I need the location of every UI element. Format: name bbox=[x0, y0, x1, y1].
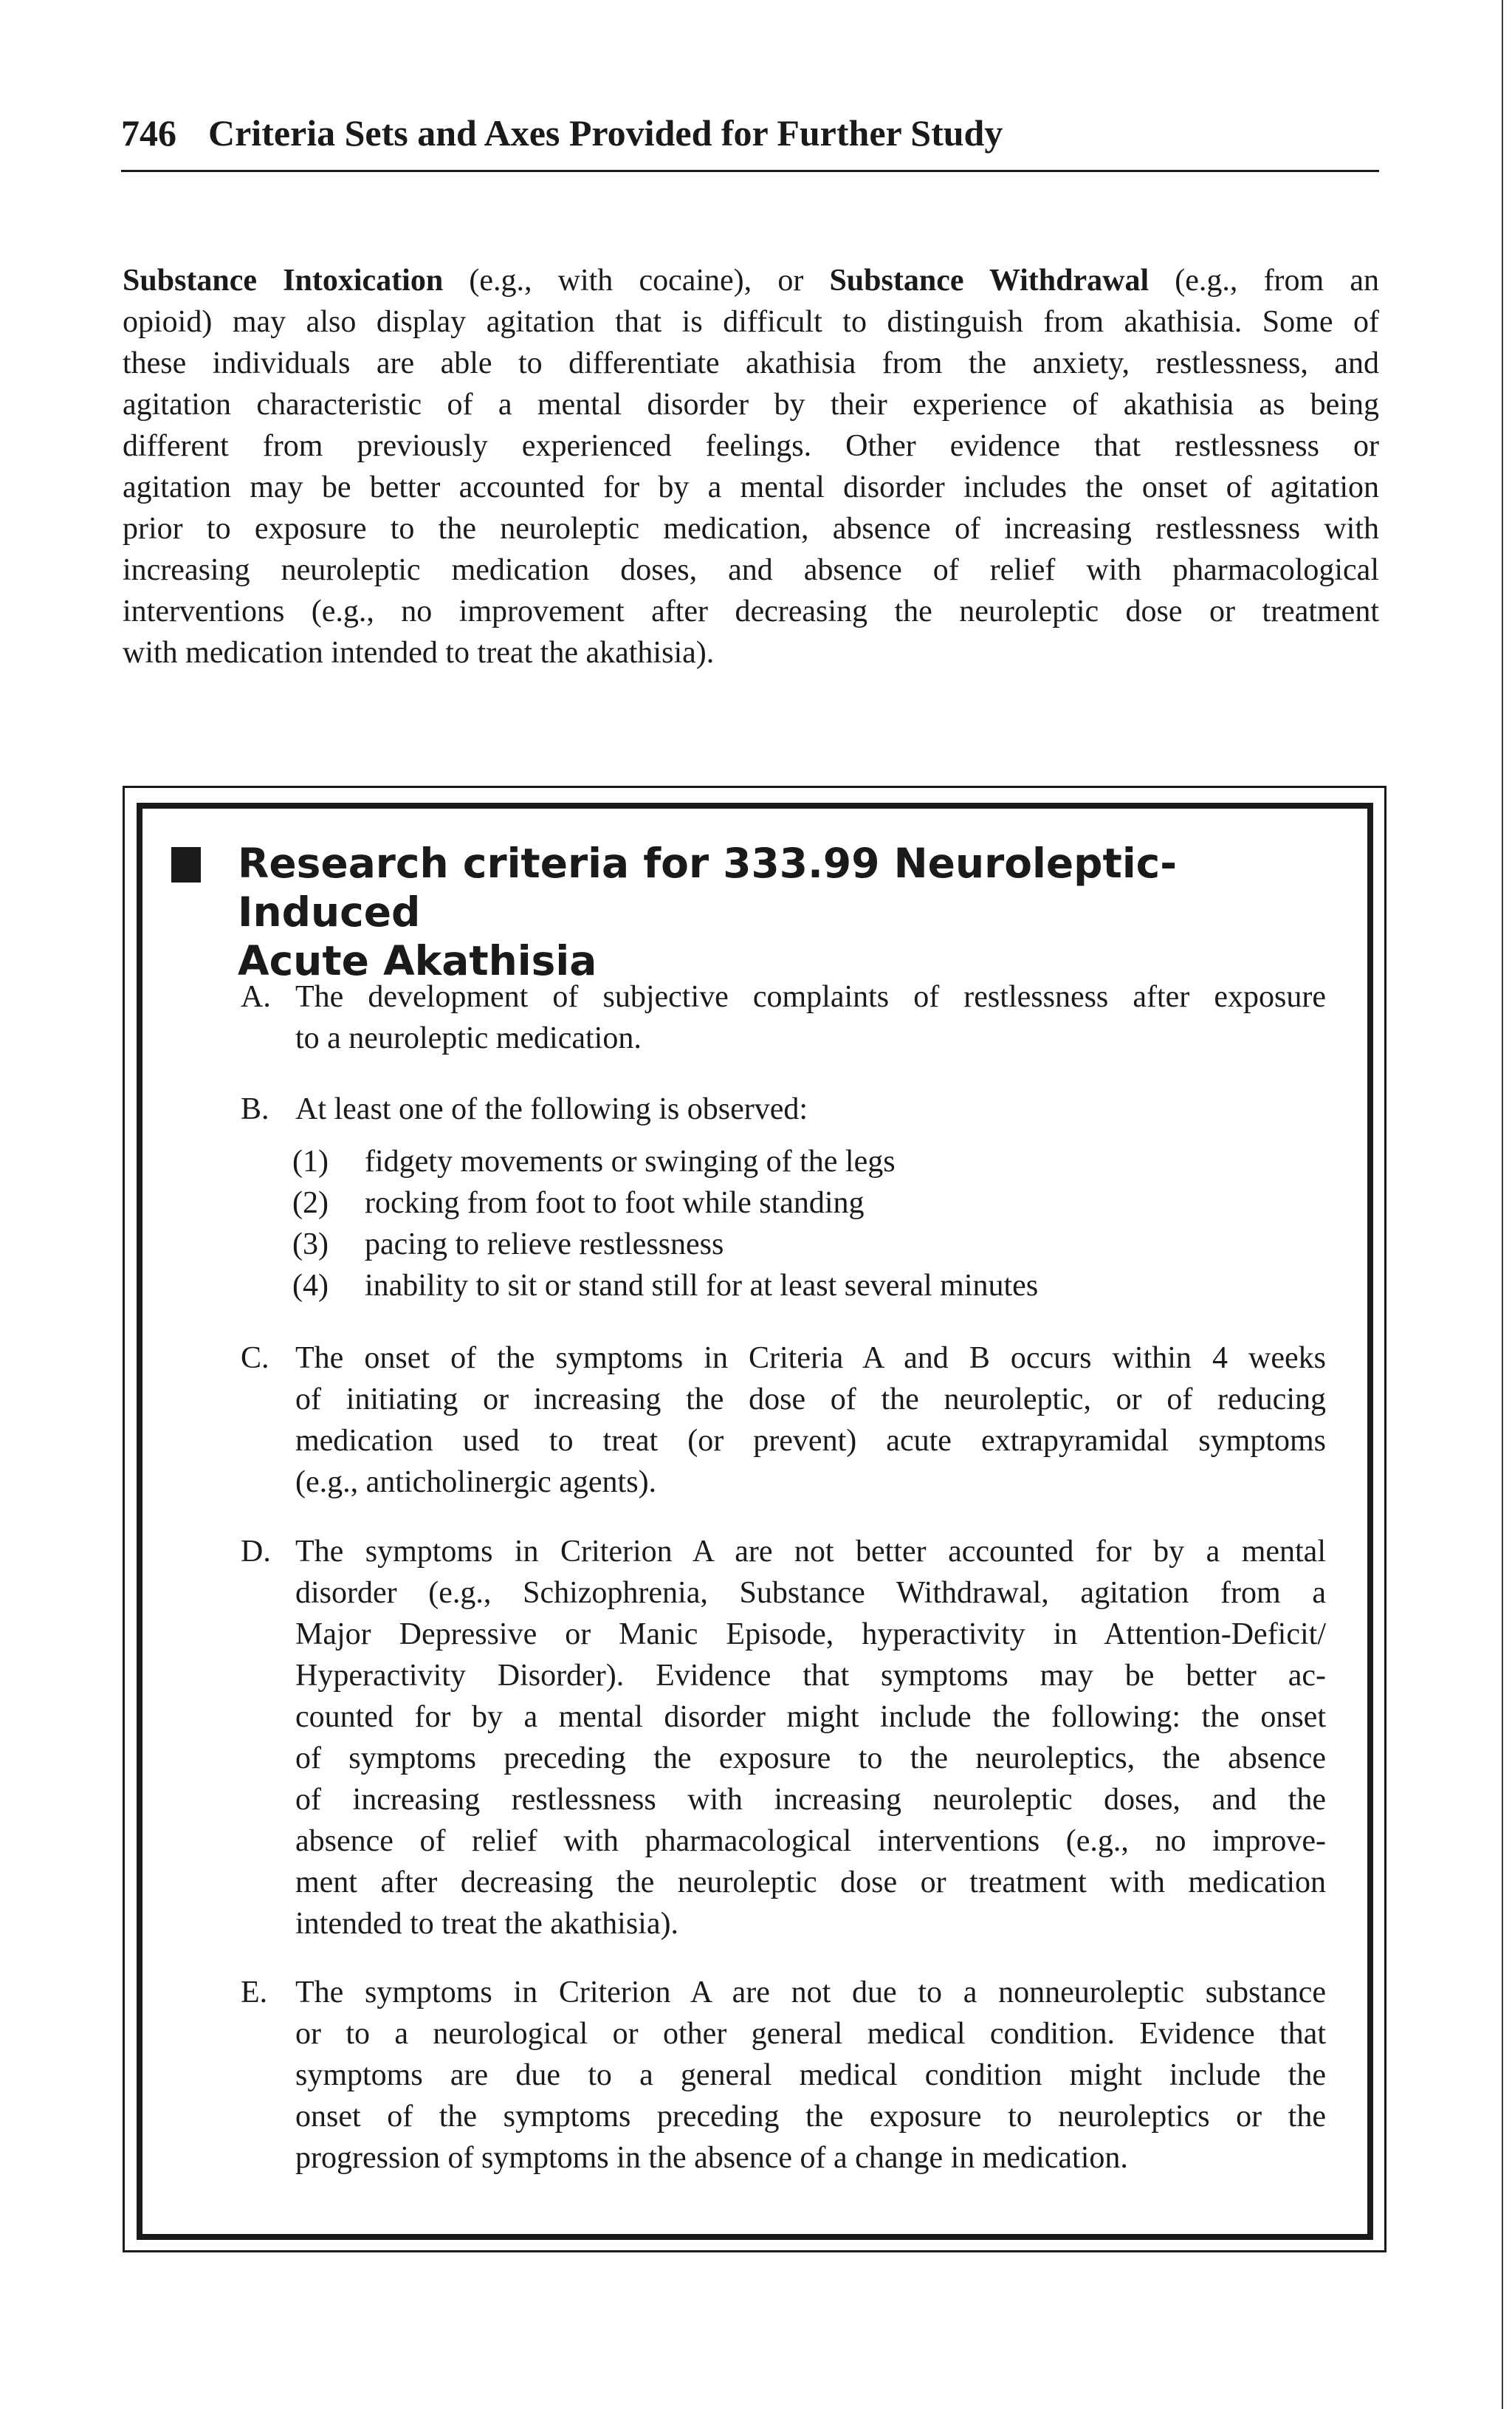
running-header bbox=[121, 111, 1376, 155]
criterion-a: A. The development of subjective complaints of restlessness after exposure to a neuroleptic medication. bbox=[241, 976, 1326, 1059]
criterion-b-item: (2) rocking from foot to foot while standing bbox=[292, 1186, 865, 1220]
criterion-letter: B. bbox=[241, 1092, 269, 1126]
intro-line: agitation may be better accounted for by a mental disorder includes the onset of agitation bbox=[123, 470, 1379, 504]
criterion-letter: A. bbox=[241, 980, 271, 1014]
header-rule bbox=[121, 170, 1379, 172]
criterion-letter: E. bbox=[241, 1975, 268, 2009]
criterion-b-item: (4) inability to sit or stand still for at least several minutes bbox=[292, 1269, 1039, 1303]
criterion-e: E. The symptoms in Criterion A are not due to a nonneuroleptic substance or to a neurological or other general medical condition. Evidence that symptoms are due to a general medical condition might include the onset of the symptoms preceding the exposure to neuroleptics or the progression of symptoms in the absence of a change in medication. bbox=[241, 1972, 1326, 2179]
running-header-title: Criteria Sets and Axes Provided for Further Study bbox=[208, 112, 1003, 154]
intro-line: Substance Intoxication (e.g., with cocaine), or Substance Withdrawal (e.g., from an bbox=[123, 264, 1380, 298]
criteria-box-title: Research criteria for 333.99 Neuroleptic-Induced Acute Akathisia bbox=[238, 840, 1178, 984]
intro-line: agitation characteristic of a mental disorder by their experience of akathisia as being bbox=[123, 388, 1379, 422]
page-number: 746 bbox=[121, 112, 176, 154]
criterion-b-item: (1) fidgety movements or swinging of the legs bbox=[292, 1145, 896, 1179]
intro-line: prior to exposure to the neuroleptic medication, absence of increasing restlessness with bbox=[123, 512, 1379, 546]
term-substance-withdrawal: Substance Withdrawal bbox=[829, 264, 1150, 298]
criterion-c: C. The onset of the symptoms in Criteria A and B occurs within 4 weeks of initiating or increasing the dose of the neuroleptic, or of reducing medication used to treat (or prevent) acute extrapyramidal symptoms (e.g., anticholinergic agents). bbox=[241, 1337, 1326, 1503]
intro-line: increasing neuroleptic medication doses, and absence of relief with pharmacological bbox=[123, 553, 1379, 587]
criterion-d: D. The symptoms in Criterion A are not better accounted for by a mental disorder (e.g., Schizophrenia, Substance Withdrawal, agitation from a Major Depressive or Manic Episode, hyperactivity in Attention-Deficit/ Hyperactivity Disorder). Evidence that symptoms may be better ac- counted for by a mental disorder might include the following: the onset of symptoms preceding the exposure to the neuroleptics, the absence of increasing restlessness with increasing neuroleptic doses, and the absence of relief with pharmacological interventions (e.g., no improve- ment after decreasing the neuroleptic dose or treatment with medication intended to treat the akathisia). bbox=[241, 1531, 1326, 1944]
criterion-letter: D. bbox=[241, 1535, 271, 1569]
criterion-letter: C. bbox=[241, 1341, 269, 1375]
criterion-b: B. At least one of the following is observed: bbox=[241, 1089, 1326, 1130]
intro-line: interventions (e.g., no improvement after decreasing the neuroleptic dose or treatment bbox=[123, 594, 1379, 628]
intro-line: these individuals are able to differentiate akathisia from the anxiety, restlessness, and bbox=[123, 346, 1379, 380]
intro-line: opioid) may also display agitation that is difficult to distinguish from akathisia. Some of bbox=[123, 305, 1379, 339]
intro-paragraph bbox=[123, 260, 1379, 674]
term-substance-intoxication: Substance Intoxication bbox=[123, 264, 444, 298]
intro-line: with medication intended to treat the akathisia). bbox=[123, 636, 715, 670]
criterion-b-item: (3) pacing to relieve restlessness bbox=[292, 1227, 724, 1261]
intro-line: different from previously experienced feelings. Other evidence that restlessness or bbox=[123, 429, 1379, 463]
square-bullet-icon bbox=[171, 847, 201, 883]
page-edge-line bbox=[1502, 0, 1503, 2409]
